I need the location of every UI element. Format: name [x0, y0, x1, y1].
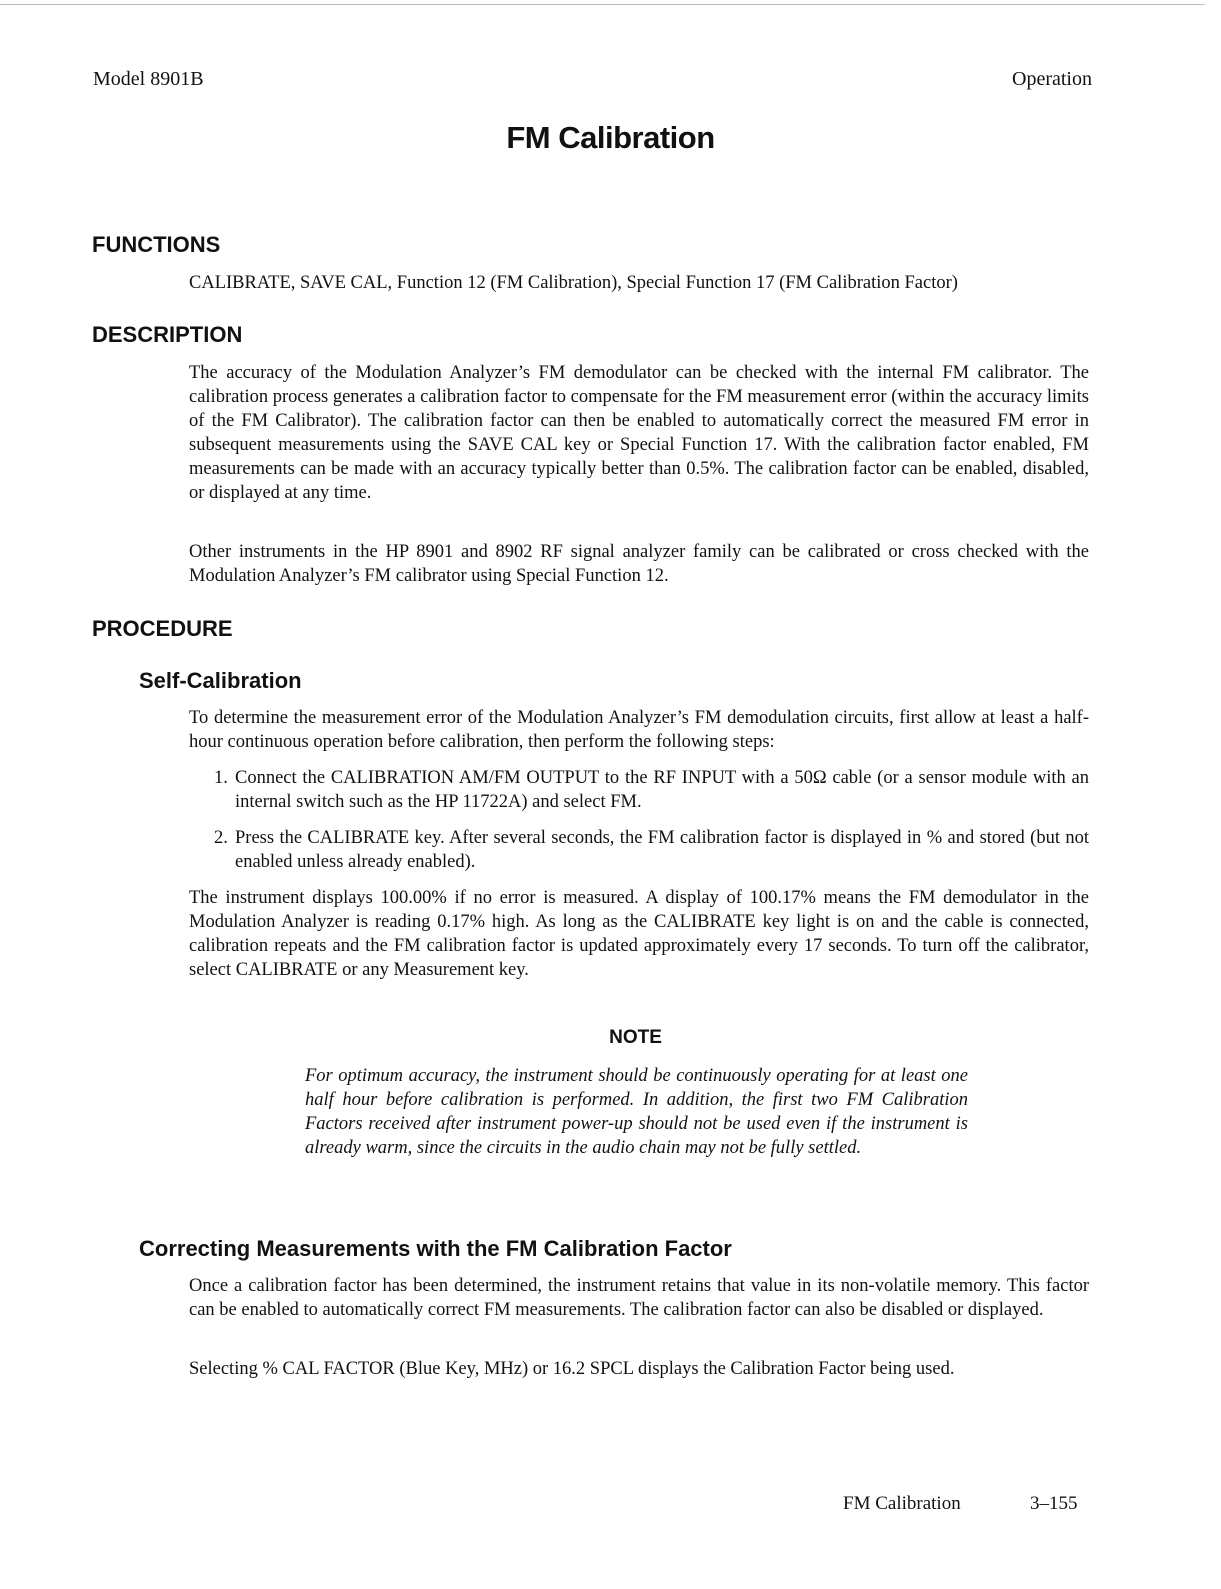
- step-text: Connect the CALIBRATION AM/FM OUTPUT to the RF INPUT with a 50Ω cable (or a sensor module with an internal switch such as the HP 11722A) and select FM.: [235, 768, 1089, 812]
- correcting-paragraph-1: Once a calibration factor has been determined, the instrument retains that value in its non-volatile memory. This factor can be enabled to automatically correct FM measurements. The calibration factor can also be disabled or displayed.: [189, 1276, 1089, 1320]
- correcting-paragraph-2: Selecting % CAL FACTOR (Blue Key, MHz) or 16.2 SPCL displays the Calibration Factor being used.: [189, 1359, 955, 1379]
- description-paragraph-2: Other instruments in the HP 8901 and 8902 RF signal analyzer family can be calibrated or cross checked with the Modulation Analyzer’s FM calibrator using Special Function 12.: [189, 542, 1089, 586]
- description-paragraph-1: The accuracy of the Modulation Analyzer’s FM demodulator can be checked with the internal FM calibrator. The calibration process generates a calibration factor to compensate for the FM measurement error (within the accuracy limits of the FM Calibrator). The calibration factor can then be enabled to automatically correct the measured FM error in subsequent measurements using the SAVE CAL key or Special Function 17. With the calibration factor enabled, FM measurements can be made with an accuracy typically better than 0.5%. The calibration factor can be enabled, disabled, or displayed at any time.: [189, 363, 1089, 503]
- functions-heading: FUNCTIONS: [92, 232, 221, 257]
- functions-text: CALIBRATE, SAVE CAL, Function 12 (FM Calibration), Special Function 17 (FM Calibration Factor): [189, 273, 958, 293]
- self-calibration-after: The instrument displays 100.00% if no error is measured. A display of 100.17% means the FM demodulator in the Modulation Analyzer is reading 0.17% high. As long as the CALIBRATE key light is on and the cable is connected, calibration repeats and the FM calibration factor is updated approximately every 17 seconds. To turn off the calibrator, select CALIBRATE or any Measurement key.: [189, 888, 1089, 980]
- step-number: 2.: [214, 828, 228, 848]
- step-number: 1.: [214, 768, 228, 788]
- note-heading: NOTE: [609, 1027, 662, 1048]
- description-heading: DESCRIPTION: [92, 322, 243, 347]
- header-section: Operation: [1012, 68, 1092, 90]
- note-text: For optimum accuracy, the instrument should be continuously operating for at least one half hour before calibration is performed. In addition, the first two FM Calibration Factors received after instrument power-up should not be used even if the instrument is already warm, since the circuits in the audio chain may not be fully settled.: [305, 1066, 968, 1158]
- header-model: Model 8901B: [93, 68, 204, 90]
- footer-section: FM Calibration: [843, 1493, 961, 1514]
- correcting-heading: Correcting Measurements with the FM Calibration Factor: [139, 1236, 732, 1261]
- step-text: Press the CALIBRATE key. After several seconds, the FM calibration factor is displayed in % and stored (but not enabled unless already enabled).: [235, 828, 1089, 872]
- self-calibration-heading: Self-Calibration: [139, 668, 302, 693]
- footer-page-number: 3–155: [1030, 1493, 1078, 1514]
- procedure-heading: PROCEDURE: [92, 616, 233, 641]
- self-calibration-intro: To determine the measurement error of the Modulation Analyzer’s FM demodulation circuits, first allow at least a half-hour continuous operation before calibration, then perform the following steps:: [189, 708, 1089, 752]
- top-rule: [0, 4, 1205, 5]
- step-2: [214, 826, 1089, 874]
- page-title: FM Calibration: [506, 120, 715, 155]
- step-1: [214, 766, 1089, 814]
